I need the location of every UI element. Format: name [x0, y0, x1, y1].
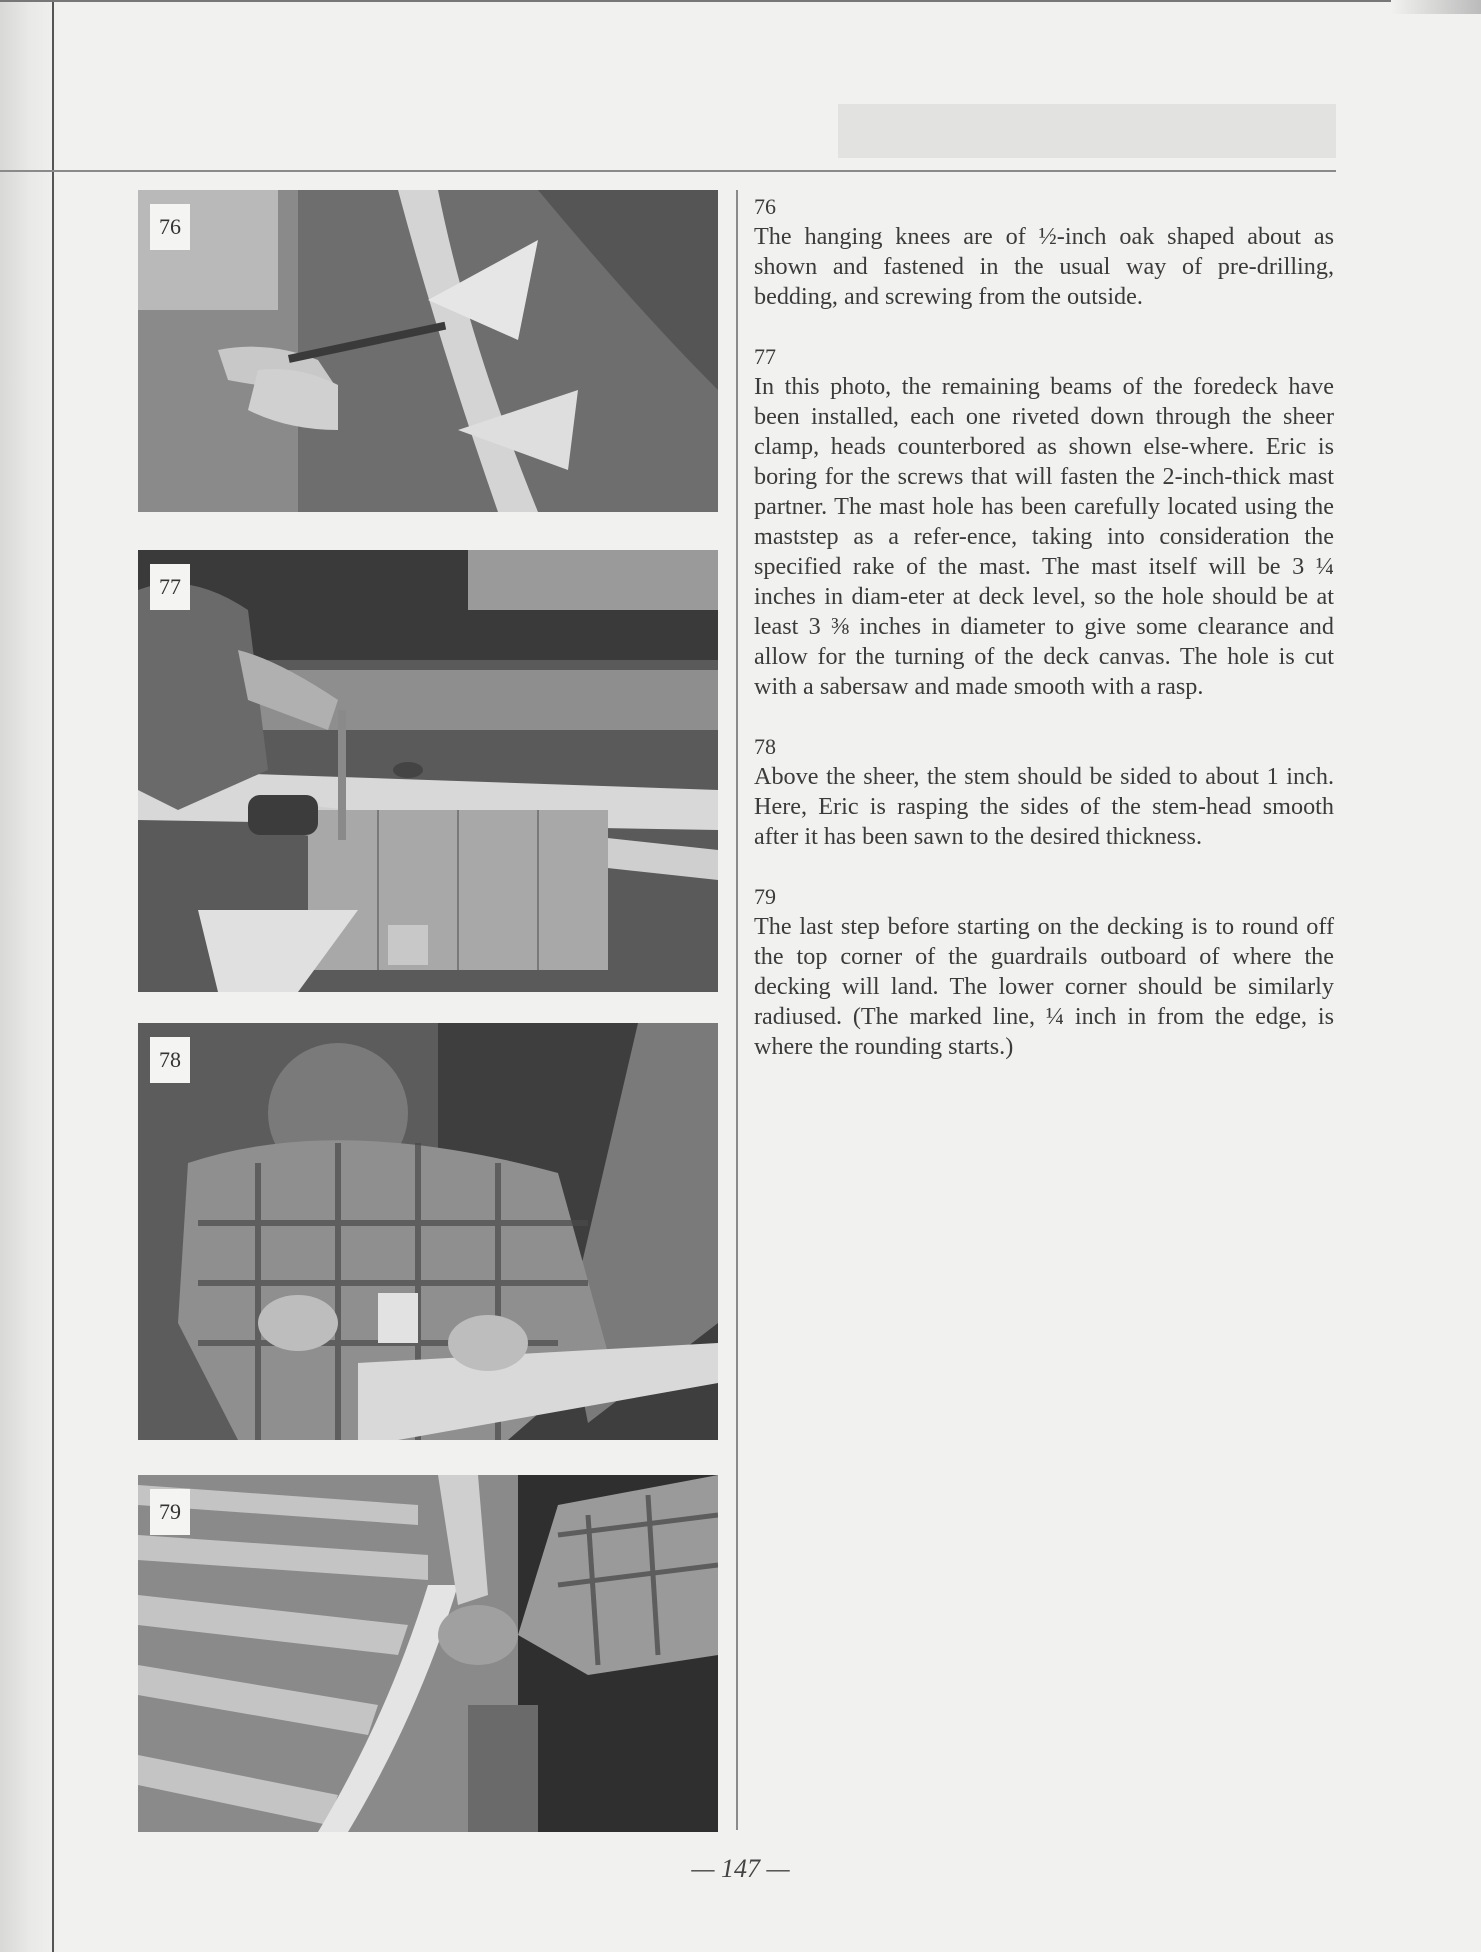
page-top-edge: [0, 0, 1481, 2]
photo-label: 77: [150, 564, 190, 610]
caption-number: 79: [754, 884, 776, 909]
caption-text: The hanging knees are of ½-inch oak shaped about as shown and fastened in the usual way of pre-drilling, bedding, and screwing from the outside.: [754, 223, 1334, 310]
photo-78: [138, 1023, 718, 1440]
header-rule: [0, 170, 1336, 172]
photo-79-image: [138, 1475, 718, 1832]
show-through-header: [838, 104, 1336, 158]
book-gutter: [52, 0, 54, 1952]
caption-number: 78: [754, 734, 776, 759]
column-divider: [736, 190, 738, 1830]
page-edge-shadow: [0, 0, 60, 1952]
caption-text: In this photo, the remaining beams of the foredeck have been installed, each one riveted down through the sheer clamp, heads counterbored as shown else-where. Eric is boring for the screws that will fasten the 2-inch-thick mast partner. The mast hole has been carefully located using the maststep as a refer-ence, taking into consideration the specified rake of the mast. The mast itself will be 3 ¼ inches in diam-eter at deck level, so the hole should be at least 3 ⅜ inches in diameter to give some clearance and allow for the turning of the deck canvas. The hole is cut with a sabersaw and made smooth with a rasp.: [754, 373, 1334, 700]
photo-76-image: [138, 190, 718, 512]
photo-label: 76: [150, 204, 190, 250]
caption-text: Above the sheer, the stem should be sided to about 1 inch. Here, Eric is rasping the sides of the stem-head smooth after it has been sawn to the desired thickness.: [754, 763, 1334, 850]
photo-77-image: [138, 550, 718, 992]
photo-76: [138, 190, 718, 512]
caption-76: [754, 192, 1334, 312]
page-corner-shadow: [1391, 0, 1481, 14]
page-number: — 147 —: [691, 1854, 790, 1883]
caption-78: [754, 732, 1334, 852]
caption-number: 77: [754, 344, 776, 369]
photo-79: [138, 1475, 718, 1832]
caption-column: [754, 192, 1334, 1092]
photo-78-image: [138, 1023, 718, 1440]
caption-77: [754, 342, 1334, 702]
photo-label: 79: [150, 1489, 190, 1535]
caption-number: 76: [754, 194, 776, 219]
caption-text: The last step before starting on the decking is to round off the top corner of the guardrails outboard of where the decking will land. The lower corner should be similarly radiused. (The marked line, ¼ inch in from the edge, is where the rounding starts.): [754, 913, 1334, 1060]
photo-label: 78: [150, 1037, 190, 1083]
caption-79: [754, 882, 1334, 1062]
photo-77: [138, 550, 718, 992]
